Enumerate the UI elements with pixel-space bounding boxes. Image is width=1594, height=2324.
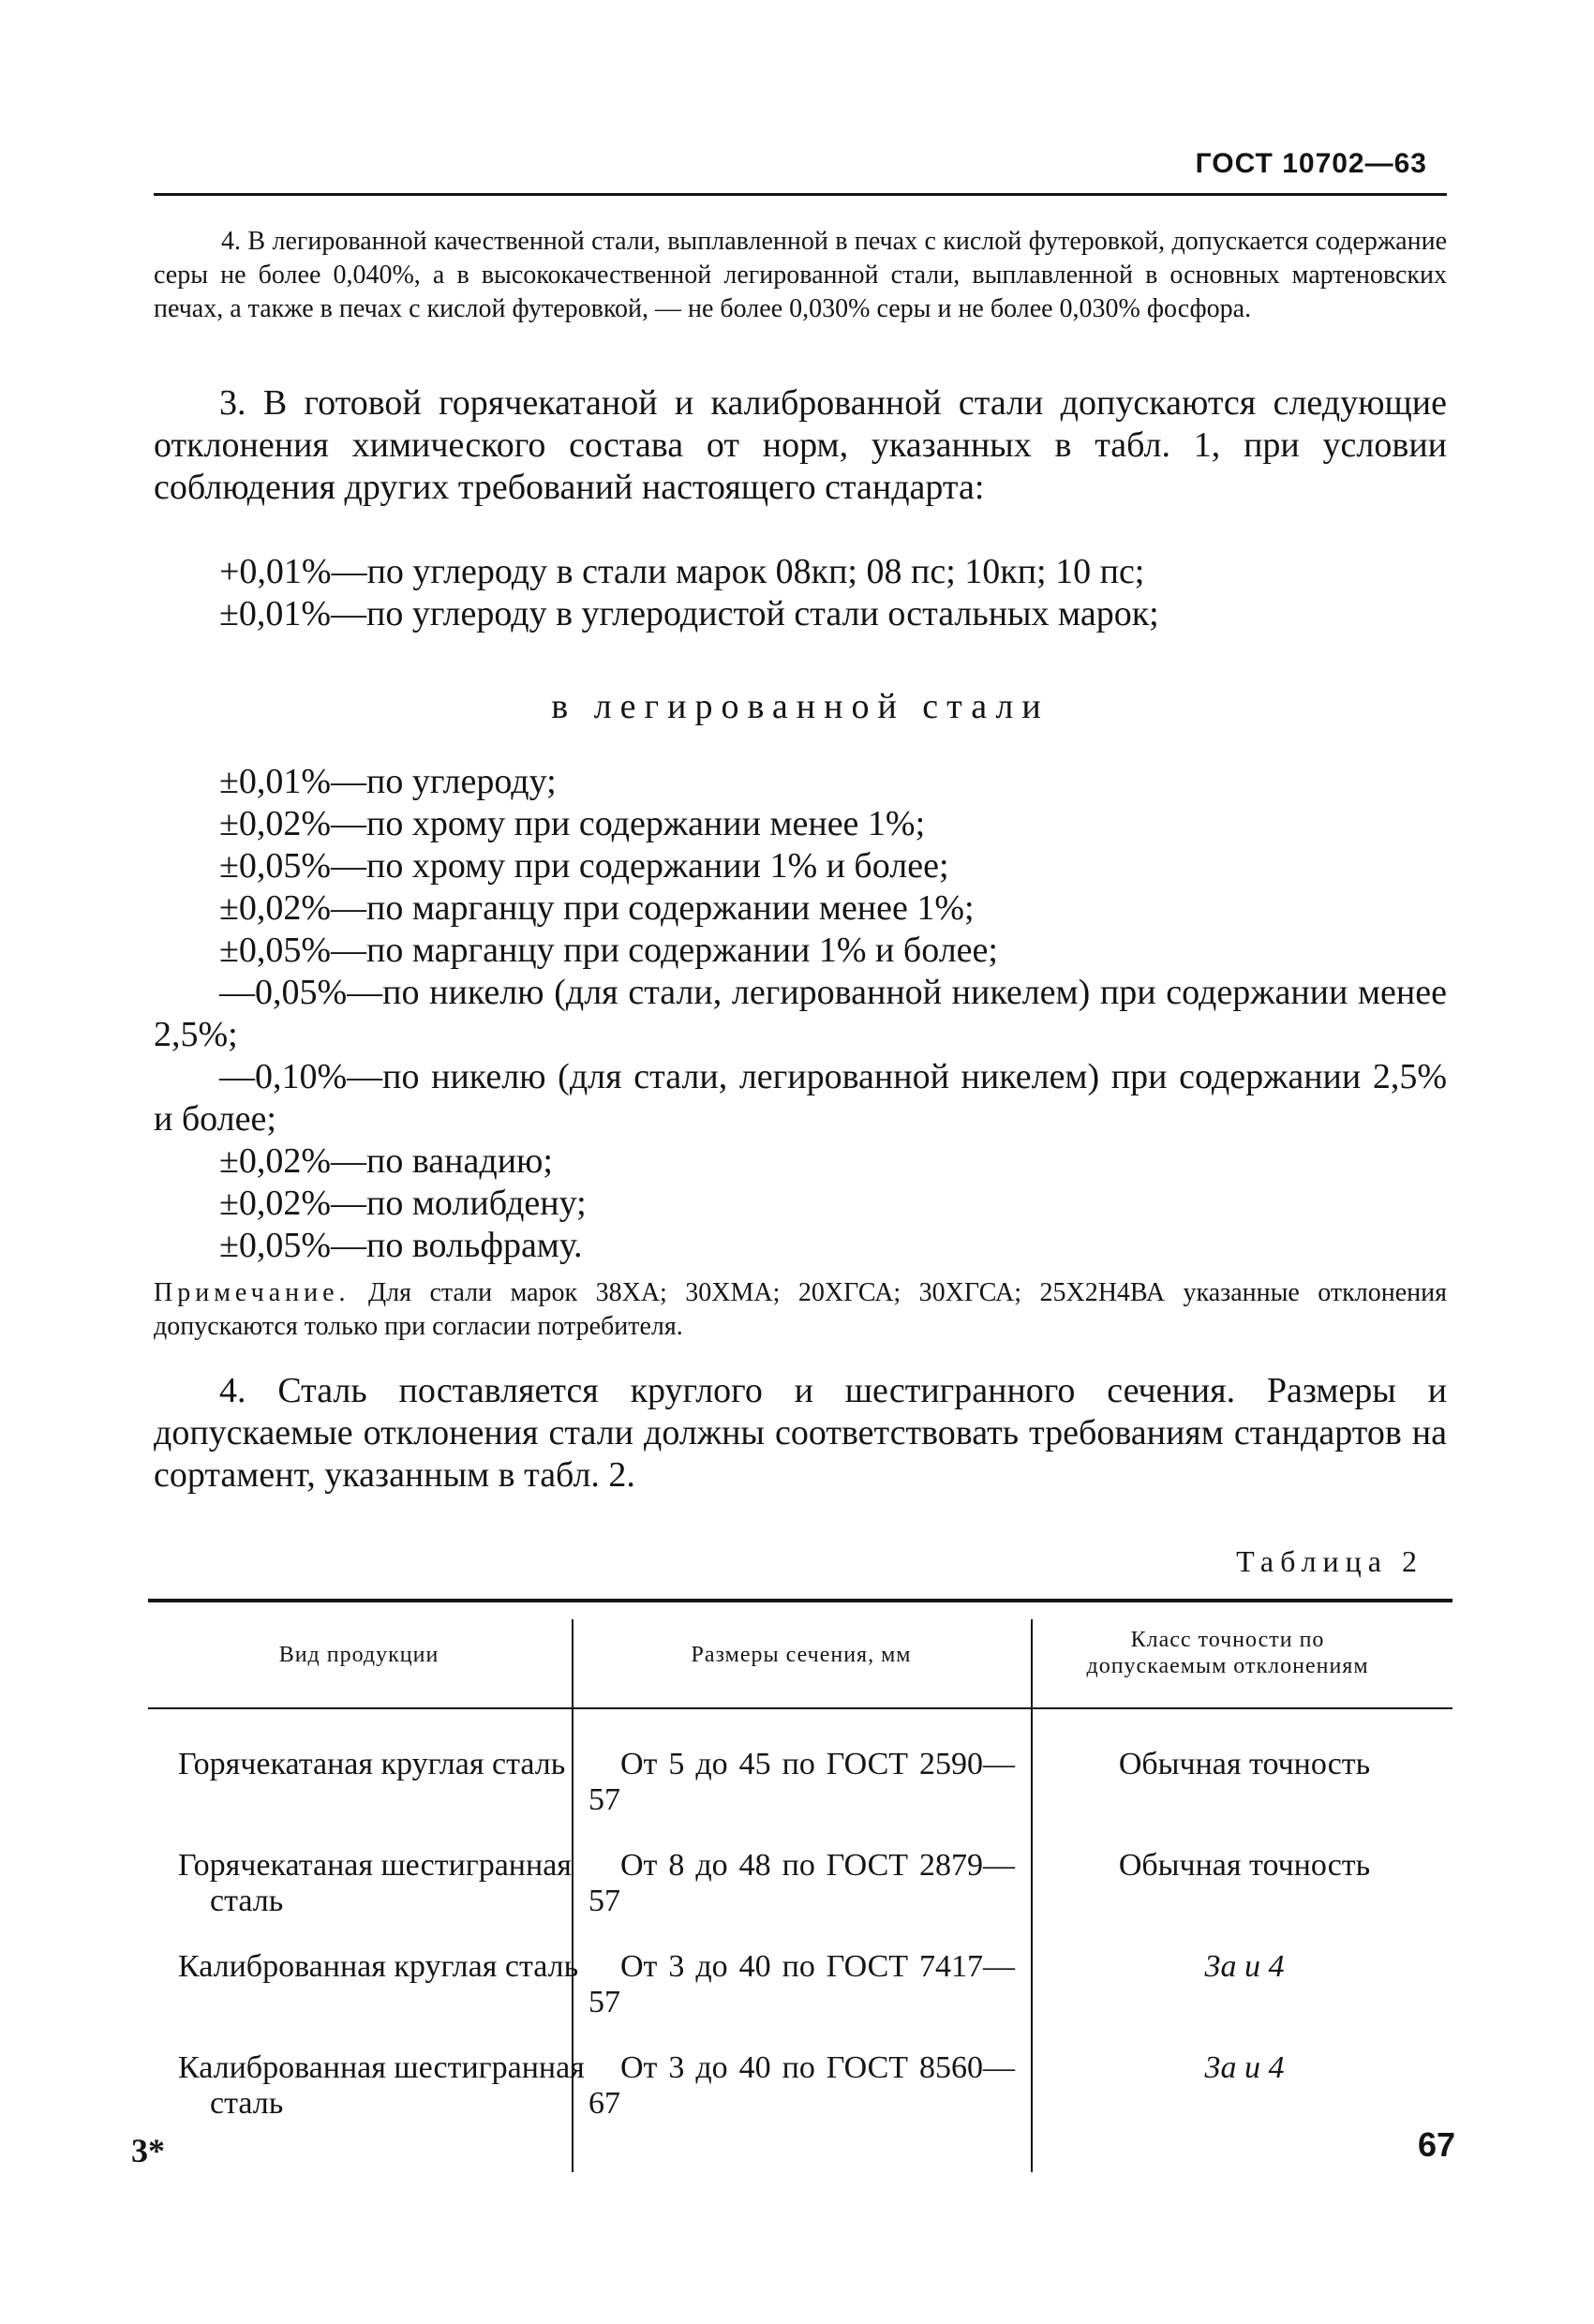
cell-class: Обычная точность [1118, 1747, 1371, 1781]
list-item: ±0,02%—по ванадию; [219, 1141, 553, 1181]
column-header-size: Размеры сечения, мм [691, 1643, 912, 1667]
cell-product: Калиброванная шестигранная сталь [178, 2050, 585, 2121]
list-item: ±0,01%—по углероду в углеродистой стали остальных марок; [219, 594, 1159, 633]
note-label: Примечание. [154, 1278, 350, 1307]
table-header-rule [148, 1707, 1452, 1709]
paragraph-4 [154, 1370, 1447, 1497]
list-item: ±0,02%—по марганцу при содержании менее 1%; [219, 888, 975, 928]
list-item: ±0,05%—по хрому при содержании 1% и более; [219, 846, 949, 886]
signature-mark: 3* [131, 2132, 165, 2169]
list-item: ±0,01%—по углероду; [219, 762, 557, 801]
list-item: ±0,02%—по хрому при содержании менее 1%; [219, 804, 926, 843]
list-item: ±0,05%—по вольфраму. [219, 1226, 583, 1265]
cell-class: 3а и 4 [1204, 2050, 1285, 2085]
column-divider [1031, 1619, 1033, 2172]
cell-size: От 8 до 48 по ГОСТ 2879—57 [588, 1848, 1015, 1918]
note-4-block [154, 225, 1447, 326]
column-header-class: Класс точности по допускаемым отклонениям [1086, 1628, 1369, 1678]
cell-size: От 3 до 40 по ГОСТ 8560—67 [588, 2050, 1015, 2121]
page-number: 67 [1417, 2125, 1455, 2164]
list-item: ±0,02%—по молибдену; [219, 1184, 587, 1223]
list-item: —0,05%—по никелю (для стали, легированной никелем) при содержании менее 2,5%; [154, 973, 1447, 1054]
list-item: +0,01%—по углероду в стали марок 08кп; 08 пс; 10кп; 10 пс; [219, 552, 1145, 591]
cell-class: Обычная точность [1118, 1848, 1371, 1883]
note-text: Для стали марок 38ХА; 30ХМА; 20ХГСА; 30ХГСА; 25Х2Н4ВА указанные отклонения допускаются только при согласии потребителя. [154, 1278, 1448, 1341]
list-item: —0,10%—по никелю (для стали, легированной никелем) при содержании 2,5% и более; [154, 1057, 1447, 1139]
table-top-rule [148, 1599, 1452, 1602]
paragraph-4-text: 4. Сталь поставляется круглого и шестигранного сечения. Размеры и допускаемые отклонения стали должны соответствовать требованиям стандартов на сортамент, указанным в табл. 2. [154, 1371, 1447, 1495]
paragraph-3 [154, 382, 1447, 509]
paragraph-3-text: 3. В готовой горячекатаной и калиброванной стали допускаются следующие отклонения химического состава от норм, указанных в табл. 1, при условии соблюдения других требований настоящего стандарта: [154, 383, 1447, 507]
document-code: ГОСТ 10702—63 [1195, 148, 1427, 179]
cell-class: 3а и 4 [1204, 1949, 1285, 1984]
alloy-deviation-list [154, 761, 1447, 1267]
note-block [154, 1276, 1447, 1344]
cell-size: От 5 до 45 по ГОСТ 2590—57 [588, 1747, 1015, 1817]
column-header-product: Вид продукции [278, 1643, 439, 1667]
carbon-deviation-list [154, 551, 1447, 635]
alloy-steel-title: в легированной стали [551, 687, 1050, 726]
header-divider [154, 193, 1447, 196]
cell-product: Калиброванная круглая сталь [178, 1949, 579, 1984]
note-4-text: 4. В легированной качественной стали, выплавленной в печах с кислой футеровкой, допускается содержание серы не более 0,040%, а в высококачественной легированной стали, выплавленной в основных мартеновских печах, а также в печах с кислой футеровкой, — не более 0,030% серы и не более 0,030% фосфора. [154, 227, 1447, 323]
table-caption: Таблица 2 [1236, 1544, 1423, 1578]
cell-size: От 3 до 40 по ГОСТ 7417—57 [588, 1949, 1015, 2019]
list-item: ±0,05%—по марганцу при содержании 1% и более; [219, 931, 998, 970]
cell-product: Горячекатаная шестигранная сталь [178, 1848, 572, 1918]
cell-product: Горячекатаная круглая сталь [178, 1747, 566, 1781]
